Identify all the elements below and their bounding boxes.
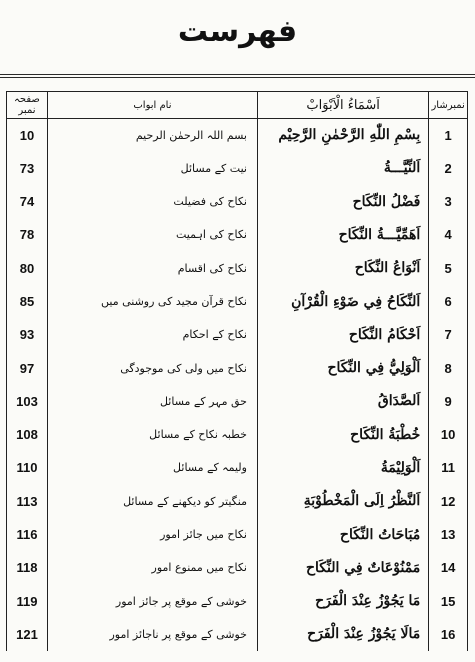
row-urdu-title: نکاح میں جائز امور xyxy=(47,518,257,551)
row-urdu-title: خوشی کے موقع پر جائز امور xyxy=(47,584,257,617)
row-page-number: 85 xyxy=(7,285,48,318)
row-urdu-title: نکاح کی فضیلت xyxy=(47,185,257,218)
table-row xyxy=(7,152,468,185)
row-urdu-title: نیت کے مسائل xyxy=(47,152,257,185)
table-row xyxy=(7,518,468,551)
table-row xyxy=(7,185,468,218)
row-urdu-title: نکاح کی اقسام xyxy=(47,252,257,285)
title-rule-top xyxy=(0,74,475,75)
table-row xyxy=(7,618,468,651)
row-arabic-title: مُبَاحَاتُ النِّكَاح xyxy=(257,518,428,551)
row-page-number: 110 xyxy=(7,451,48,484)
row-urdu-title: منگیتر کو دیکھنے کے مسائل xyxy=(47,485,257,518)
row-page-number: 10 xyxy=(7,119,48,152)
row-urdu-title: بسم اللہ الرحمٰن الرحیم xyxy=(47,119,257,152)
row-number: 3 xyxy=(429,185,468,218)
row-arabic-title: اَلنَّظْرُ اِلَى الْمَخْطُوْبَةِ xyxy=(257,485,428,518)
table-row xyxy=(7,385,468,418)
table-row xyxy=(7,318,468,351)
contents-table xyxy=(6,91,468,651)
row-page-number: 74 xyxy=(7,185,48,218)
row-urdu-title: ولیمہ کے مسائل xyxy=(47,451,257,484)
row-number: 4 xyxy=(429,218,468,251)
row-page-number: 103 xyxy=(7,385,48,418)
row-number: 13 xyxy=(429,518,468,551)
row-arabic-title: مَا يَجُوْزُ عِنْدَ الْفَرَح xyxy=(257,584,428,617)
row-arabic-title: اَلنِّيَّـــةُ xyxy=(257,152,428,185)
row-arabic-title: فَضْلُ النِّكَاح xyxy=(257,185,428,218)
table-row xyxy=(7,584,468,617)
row-number: 5 xyxy=(429,252,468,285)
row-urdu-title: نکاح کے احکام xyxy=(47,318,257,351)
row-page-number: 108 xyxy=(7,418,48,451)
row-number: 7 xyxy=(429,318,468,351)
row-arabic-title: اَلصَّدَاقُ xyxy=(257,385,428,418)
row-arabic-title: اَلنِّكَاحُ فِي ضَوْءِ الْقُرْآنِ xyxy=(257,285,428,318)
row-urdu-title: نکاح میں ولی کی موجودگی xyxy=(47,351,257,384)
row-number: 8 xyxy=(429,351,468,384)
row-page-number: 97 xyxy=(7,351,48,384)
table-row xyxy=(7,252,468,285)
row-page-number: 80 xyxy=(7,252,48,285)
row-number: 6 xyxy=(429,285,468,318)
table-row xyxy=(7,485,468,518)
row-page-number: 73 xyxy=(7,152,48,185)
contents-body xyxy=(7,119,468,652)
row-number: 15 xyxy=(429,584,468,617)
row-urdu-title: حق مہر کے مسائل xyxy=(47,385,257,418)
header-arabic: اَسْمَاءُ الْاَبْوَابْ xyxy=(257,92,428,119)
row-arabic-title: اَهَمِّيَّـــةُ النِّكَاح xyxy=(257,218,428,251)
row-urdu-title: خوشی کے موقع پر ناجائز امور xyxy=(47,618,257,651)
table-row xyxy=(7,218,468,251)
title-rule-bottom xyxy=(0,77,475,78)
row-number: 11 xyxy=(429,451,468,484)
row-urdu-title: نکاح قرآن مجید کی روشنی میں xyxy=(47,285,257,318)
row-page-number: 78 xyxy=(7,218,48,251)
row-page-number: 116 xyxy=(7,518,48,551)
row-number: 10 xyxy=(429,418,468,451)
row-number: 14 xyxy=(429,551,468,584)
row-arabic-title: خُطْبَةُ النِّكَاح xyxy=(257,418,428,451)
table-row xyxy=(7,551,468,584)
row-page-number: 118 xyxy=(7,551,48,584)
row-urdu-title: نکاح کی اہمیت xyxy=(47,218,257,251)
header-row xyxy=(7,92,468,119)
row-number: 9 xyxy=(429,385,468,418)
row-arabic-title: اَحْكَامُ النِّكَاح xyxy=(257,318,428,351)
row-arabic-title: اَلْوَلِيُّ فِي النِّكَاح xyxy=(257,351,428,384)
row-page-number: 121 xyxy=(7,618,48,651)
row-arabic-title: مَالَا يَجُوْزُ عِنْدَ الْفَرَح xyxy=(257,618,428,651)
row-number: 1 xyxy=(429,119,468,152)
table-row xyxy=(7,351,468,384)
row-number: 2 xyxy=(429,152,468,185)
table-row xyxy=(7,451,468,484)
table-row xyxy=(7,285,468,318)
row-page-number: 113 xyxy=(7,485,48,518)
header-urdu: نام ابواب xyxy=(47,92,257,119)
row-number: 12 xyxy=(429,485,468,518)
row-urdu-title: خطبہ نکاح کے مسائل xyxy=(47,418,257,451)
table-row xyxy=(7,418,468,451)
row-arabic-title: بِسْمِ اللّٰهِ الرَّحْمٰنِ الرَّحِيْم xyxy=(257,119,428,152)
row-arabic-title: اَلْوَلِيْمَةُ xyxy=(257,451,428,484)
row-arabic-title: اَنْوَاعُ النِّكَاح xyxy=(257,252,428,285)
row-number: 16 xyxy=(429,618,468,651)
row-page-number: 93 xyxy=(7,318,48,351)
header-page: صفحہ نمبر xyxy=(7,92,48,119)
header-serial: نمبرشار xyxy=(429,92,468,119)
row-arabic-title: مَمْنُوْعَاتٌ فِي النِّكَاح xyxy=(257,551,428,584)
row-urdu-title: نکاح میں ممنوع امور xyxy=(47,551,257,584)
page-title: فهرست xyxy=(177,14,298,49)
row-page-number: 119 xyxy=(7,584,48,617)
table-row xyxy=(7,119,468,152)
